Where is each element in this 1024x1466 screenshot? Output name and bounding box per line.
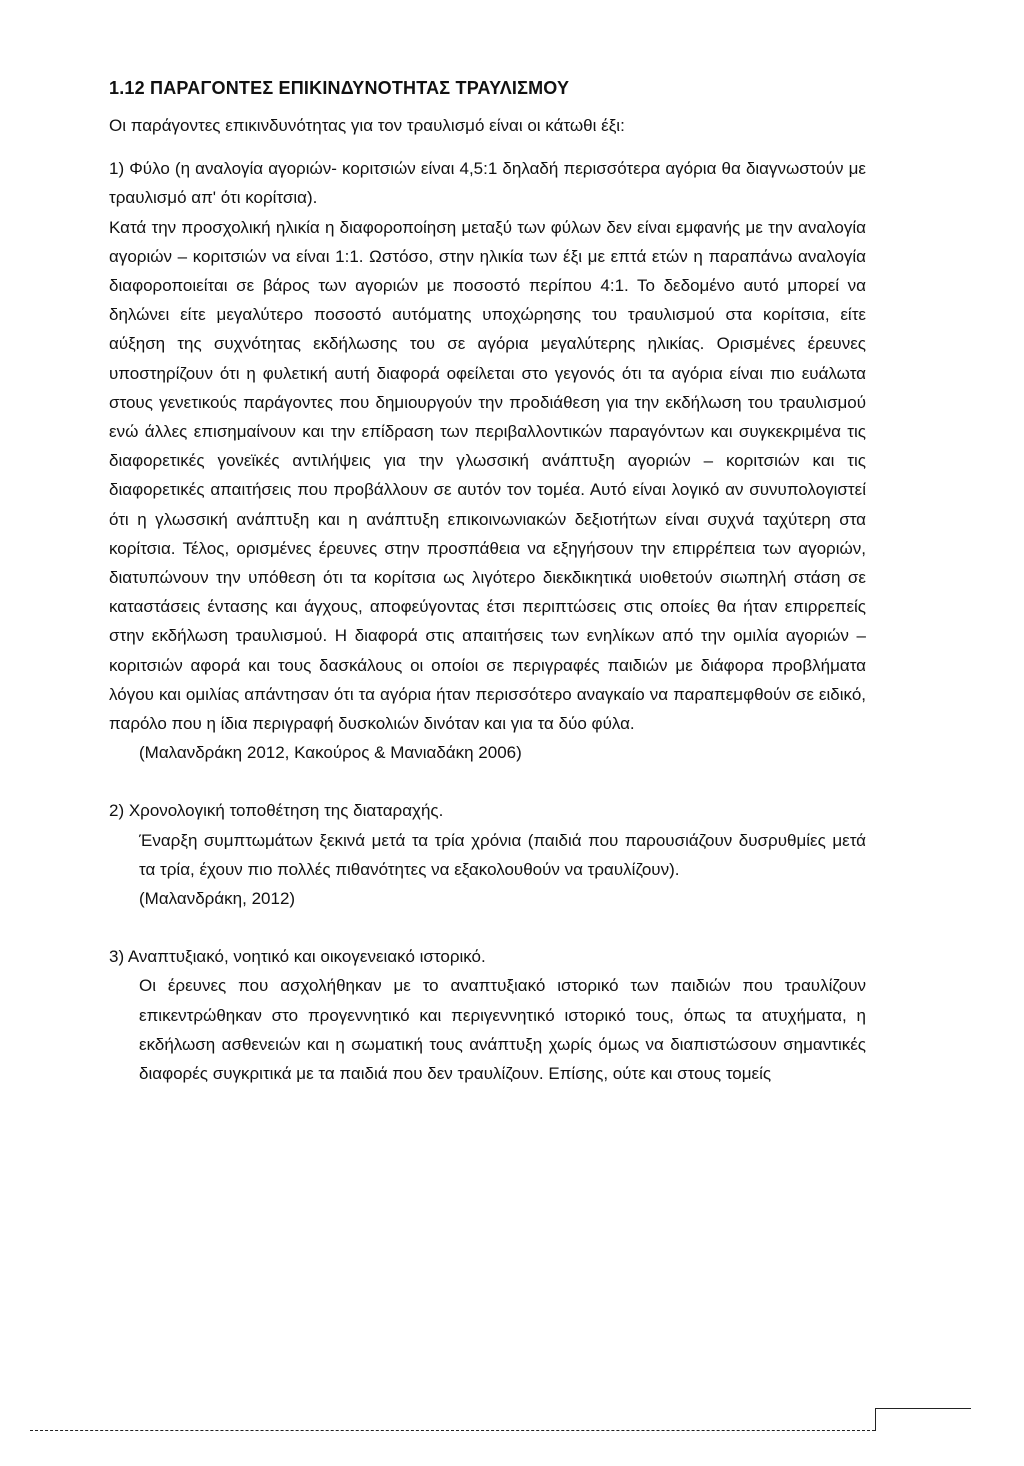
- factor1-heading: 1) Φύλο (η αναλογία αγοριών- κοριτσιών είναι 4,5:1 δηλαδή περισσότερα αγόρια θα διαγνωστούν με τραυλισμό απ' ότι κορίτσια).: [109, 159, 866, 208]
- intro-paragraph: Οι παράγοντες επικινδυνότητας για τον τραυλισμό είναι οι κάτωθι έξι:: [109, 116, 625, 135]
- factor2-heading: 2) Χρονολογική τοποθέτηση της διαταραχής.: [109, 801, 444, 821]
- factor3-heading: 3) Αναπτυξιακό, νοητικό και οικογενειακό ιστορικό.: [109, 947, 486, 967]
- section-title: 1.12 ΠΑΡΑΓΟΝΤΕΣ ΕΠΙΚΙΝΔΥΝΟΤΗΤΑΣ ΤΡΑΥΛΙΣΜΟΥ: [109, 78, 570, 98]
- spacer: [109, 140, 866, 154]
- factor1-body: Κατά την προσχολική ηλικία η διαφοροποίηση μεταξύ των φύλων δεν είναι εμφανής με την αναλογία αγοριών – κοριτσιών να είναι 1:1. Ωστόσο, στην ηλικία των έξι με επτά ετών η παραπάνω αναλογία διαφοροποιείται σε βάρος των αγοριών με ποσοστό περίπου 4:1. Το δεδομένο αυτό μπορεί να δηλώνει είτε μεγαλύτερο ποσοστό αυτόματης υποχώρησης του τραυλισμού στα κορίτσια, είτε αύξηση της συχνότητας εκδήλωσης του σε αγόρια μεγαλύτερης ηλικίας. Ορισμένες έρευνες υποστηρίζουν ότι η φυλετική αυτή διαφορά οφείλεται στο γεγονός ότι τα αγόρια είναι πιο ευάλωτα στους γενετικούς παράγοντες που δημιουργούν την προδιάθεση για την εκδήλωση του τραυλισμού ενώ άλλες επισημαίνουν και την επίδραση των περιβαλλοντικών παραγόντων και συγκεκριμένα τις διαφορετικές γονεϊκές αντιλήψεις για την γλωσσική ανάπτυξη αγοριών – κοριτσιών και τις διαφορετικές απαιτήσεις που προβάλλουν σε αυτόν τον τομέα. Αυτό είναι λογικό αν συνυπολογιστεί ότι η γλωσσική ανάπτυξη και η ανάπτυξη επικοινωνιακών δεξιοτήτων είναι συχνά ταχύτερη στα κορίτσια. Τέλος, ορισμένες έρευνες στην προσπάθεια να εξηγήσουν την επιρρέπεια των αγοριών, διατυπώνουν την υπόθεση ότι τα κορίτσια ως λιγότερο διεκδικητικά υιοθετούν σιωπηλή στάση σε καταστάσεις έντασης και άγχους, αποφεύγοντας έτσι περιπτώσεις στις οποίες θα ήταν επιρρεπείς στην εκδήλωση τραυλισμού. Η διαφορά στις απαιτήσεις των ενηλίκων από την ομιλία αγοριών – κοριτσιών αφορά και τους δασκάλους οι οποίοι σε περιγραφές παιδιών με διάφορα προβλήματα λόγου και ομιλίας απάντησαν ότι τα αγόρια ήταν περισσότερο αναγκαίο να παραπεμφθούν σε ειδικό, παρόλο που η ίδια περιγραφή δυσκολιών δινόταν και για τα δύο φύλα.: [109, 217, 866, 734]
- spacer: [109, 913, 866, 942]
- factor1-citation: (Μαλανδράκη 2012, Κακούρος & Μανιαδάκη 2006): [139, 743, 522, 763]
- factor3-body: Οι έρευνες που ασχολήθηκαν με το αναπτυξιακό ιστορικό των παιδιών που τραυλίζουν επικεντρώθηκαν στο προγεννητικό και περιγεννητικό ιστορικό τους, όπως τα ατυχήματα, η εκδήλωση ασθενειών και η σωματική τους ανάπτυξη χωρίς όμως να διαπιστώσουν σημαντικές διαφορές συγκριτικά με τα παιδιά που δεν τραυλίζουν. Επίσης, ούτε και στους τομείς: [139, 976, 866, 1084]
- spacer: [109, 767, 866, 796]
- factor2-body: Έναρξη συμπτωμάτων ξεκινά μετά τα τρία χρόνια (παιδιά που παρουσιάζουν δυσρυθμίες μετά τα τρία, έχουν πιο πολλές πιθανότητες να εξακολουθούν να τραυλίζουν).: [139, 830, 866, 879]
- footer-corner-line: [875, 1408, 971, 1431]
- document-page: [109, 74, 866, 1088]
- factor2-citation: (Μαλανδράκη, 2012): [139, 889, 296, 909]
- footer-dashed-rule: [30, 1430, 875, 1431]
